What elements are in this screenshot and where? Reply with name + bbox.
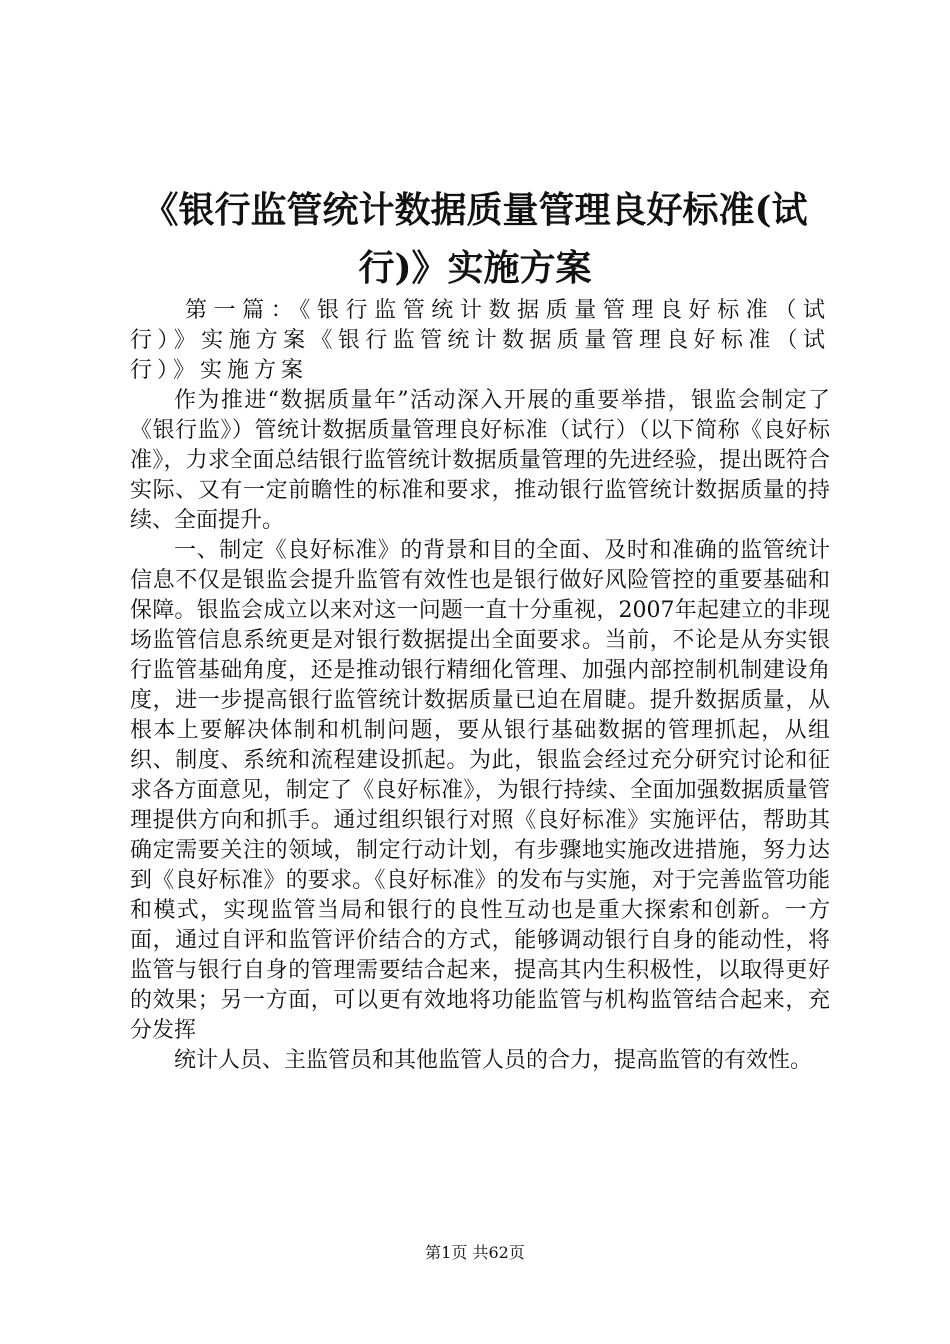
- document-title-line-1: 《银行监管统计数据质量管理良好标准(试: [142, 189, 808, 231]
- document-title-line-2: 行)》实施方案: [358, 247, 592, 289]
- paragraph-heading: 第一篇：《银行监管统计数据质量管理良好标准（试行）》实施方案《银行监管统计数据质量管理良好标准（试行）》实施方案: [130, 298, 830, 383]
- paragraph-intro: 作为推进“数据质量年”活动深入开展的重要举措，银监会制定了《银行监》）管统计数据质量管理良好标准（试行）（以下简称《良好标准》，力求全面总结银行监管统计数据质量管理的先进经验，提出既符合实际、又有一定前瞻性的标准和要求，推动银行监管统计数据质量的持续、全面提升。: [130, 388, 830, 533]
- document-body: [130, 296, 830, 1076]
- page-footer: 第1页 共62页: [425, 1243, 525, 1262]
- paragraph-background: 一、制定《良好标准》的背景和目的全面、及时和准确的监管统计信息不仅是银监会提升监管有效性也是银行做好风险管控的重要基础和保障。银监会成立以来对这一问题一直十分重视，2007年起建立的非现场监管信息系统更是对银行数据提出全面要求。当前，不论是从夯实银行监管基础角度，还是推动银行精细化管理、加强内部控制机制建设角度，进一步提高银行监管统计数据质量已迫在眉睫。提升数据质量，从根本上要解决体制和机制问题，要从银行基础数据的管理抓起，从组织、制度、系统和流程建设抓起。为此，银监会经过充分研究讨论和征求各方面意见，制定了《良好标准》，为银行持续、全面加强数据质量管理提供方向和抓手。通过组织银行对照《良好标准》实施评估，帮助其确定需要关注的领域，制定行动计划，有步骤地实施改进措施，努力达到《良好标准》的要求。《良好标准》的发布与实施，对于完善监管功能和模式，实现监管当局和银行的良性互动也是重大探索和创新。一方面，通过自评和监管评价结合的方式，能够调动银行自身的能动性，将监管与银行自身的管理需要结合起来，提高其内生积极性，以取得更好的效果；另一方面，可以更有效地将功能监管与机构监管结合起来，充分发挥: [130, 538, 830, 1043]
- paragraph-conclusion: 统计人员、主监管员和其他监管人员的合力，提高监管的有效性。: [174, 1048, 813, 1073]
